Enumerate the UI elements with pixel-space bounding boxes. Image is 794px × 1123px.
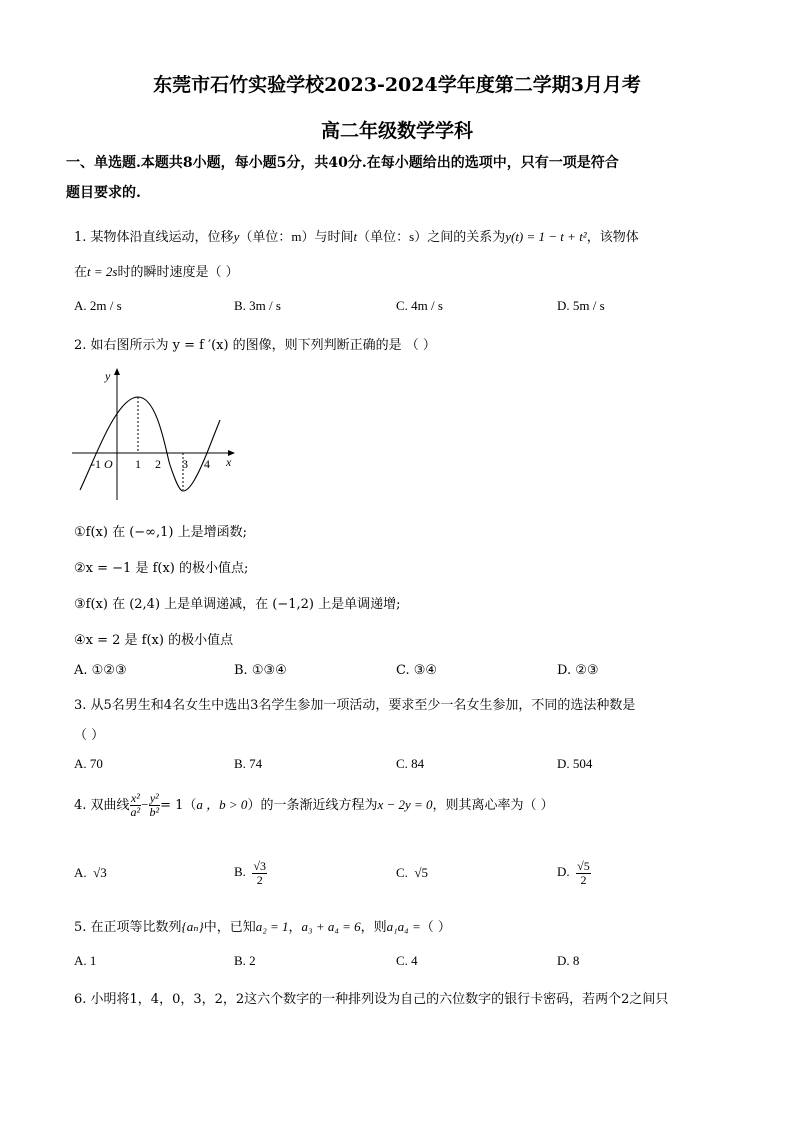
q1-formula: y(t) = 1 − t + t²	[505, 229, 587, 244]
q3-option-c: C. 84	[396, 756, 425, 771]
question-5-text: 5. 在正项等比数列{aₙ}中，已知a₂ = 1，a₃ + a₄ = 6，则a₁a₄ =（ ）	[74, 919, 451, 935]
tick-label-neg1: -1	[91, 457, 101, 471]
q1-option-c: C. 4m / s	[396, 298, 443, 313]
tick-label-3: 3	[182, 457, 188, 471]
q2-option-d: D. ②③	[557, 663, 599, 678]
q3-option-b: B. 74	[234, 756, 263, 771]
question-4-text: 4. 双曲线 $\frac{\text{x²}}{\text{a²}}$ − $\frac{\text{y²}}{\text{b²}}$ = 1（a ，b > 0）的一条渐近线方程为x − 2y = 0，则其离心率为（ ）	[74, 791, 554, 819]
question-3-line1: 3. 从5名男生和4名女生中选出3名学生参加一项活动，要求至少一名女生参加，不同的选法种数是	[74, 698, 636, 713]
q4-fraction-x: $\frac{\text{x²}}{\text{a²}}$	[130, 791, 141, 819]
q5-option-b: B. 2	[234, 953, 256, 968]
derivative-graph	[70, 365, 250, 505]
tick-label-4: 4	[204, 457, 210, 471]
question-6-text: 6. 小明将1，4，0，3，2，2这六个数字的一种排列设为自己的六位数字的银行卡密码，若两个2之间只	[74, 992, 669, 1007]
question-3-line2: （ ）	[74, 728, 105, 743]
tick-label-2: 2	[155, 457, 161, 471]
q1-option-b: B. 3m / s	[234, 298, 281, 313]
derivative-curve	[80, 397, 220, 491]
q4-option-b: B. $\frac{√3}{2}$	[234, 858, 267, 887]
q2-statement-3: ③f(x) 在 (2,4) 上是单调递减，在 (−1,2) 上是单调递增;	[74, 597, 401, 612]
question-1-line2: 在t = 2s时的瞬时速度是（ ）	[74, 264, 239, 280]
q1-option-a: A. 2m / s	[74, 298, 122, 313]
origin-label: O	[104, 457, 113, 471]
q2-statement-2: ②x = −1 是 f(x) 的极小值点;	[74, 561, 249, 576]
q2-option-b: B. ①③④	[234, 663, 287, 678]
question-2-text: 2. 如右图所示为 y = f ′(x) 的图像，则下列判断正确的是 （ ）	[74, 338, 436, 353]
q4-option-c: C. √5	[396, 865, 429, 880]
y-axis-arrow	[114, 368, 120, 375]
q2-option-a: A. ①②③	[74, 663, 127, 678]
q5-option-a: A. 1	[74, 953, 97, 968]
q3-option-a: A. 70	[74, 756, 103, 771]
q2-statement-1: ①f(x) 在 (−∞,1) 上是增函数;	[74, 525, 247, 540]
section-header-line1: 一、单选题.本题共8小题，每小题5分，共40分.在每小题给出的选项中，只有一项是符合	[66, 155, 619, 171]
q1-option-d: D. 5m / s	[557, 298, 605, 313]
q5-option-c: C. 4	[396, 953, 418, 968]
q2-statement-4: ④x = 2 是 f(x) 的极小值点	[74, 633, 234, 648]
q3-option-d: D. 504	[557, 756, 593, 771]
exam-subtitle: 高二年级数学学科	[320, 120, 473, 142]
tick-label-1: 1	[135, 457, 141, 471]
q4-fraction-y: $\frac{\text{y²}}{\text{b²}}$	[149, 791, 160, 819]
q5-option-d: D. 8	[557, 953, 580, 968]
y-axis-label: y	[105, 369, 111, 383]
exam-title: 东莞市石竹实验学校2023-2024学年度第二学期3月月考	[153, 74, 641, 96]
q2-option-c: C. ③④	[396, 663, 438, 678]
question-1-line1: 1. 某物体沿直线运动，位移y（单位：m）与时间t（单位：s）之间的关系为y(t) = 1 − t + t²，该物体	[74, 229, 639, 245]
section-header-line2: 题目要求的.	[66, 185, 141, 201]
x-axis-label: x	[226, 455, 232, 469]
q4-option-d: D. $\frac{√5}{2}$	[557, 858, 590, 887]
q4-option-a: A. √3	[74, 865, 107, 880]
